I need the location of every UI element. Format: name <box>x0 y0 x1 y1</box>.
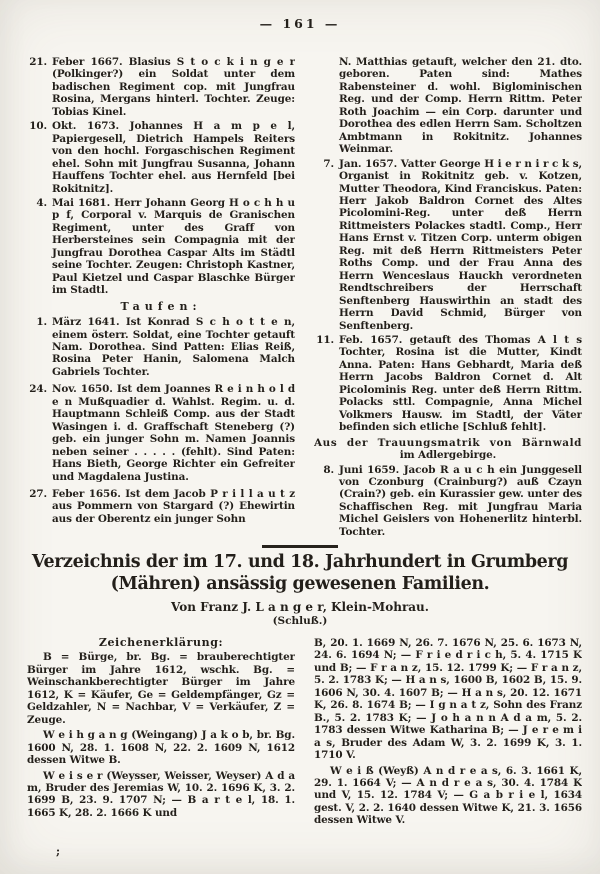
entry-number: 7. <box>323 157 334 170</box>
entry-number: 27. <box>29 487 47 500</box>
top-right-column <box>314 56 582 538</box>
entry-number: 10. <box>29 120 47 133</box>
entry-text: Feber 1656. Ist dem Jacob P r i l l a u t z aus Pommern von Stargard (?) Ehewirtin aus der Oberentz ein junger Sohn <box>52 487 295 525</box>
article-byline: Von Franz J. L a n g e r, Klein-Mohrau. <box>171 600 429 614</box>
record-entry <box>27 383 295 483</box>
section-heading-taufen: Taufen: <box>120 299 202 313</box>
record-entry <box>27 56 295 118</box>
top-left-column <box>27 56 295 538</box>
record-entry <box>27 120 295 195</box>
record-entry <box>27 488 295 525</box>
entry-text: Okt. 1673. Johannes H a m p e l, Papiergesell, Dietrich Hampels Reiters von den hochl. Forgaschischen Regiment ehel. Sohn mit Jungfrau Susanna, Johann Hauffens Tochter ehel. aus Hernfeld [bei Rokitnitz]. <box>52 120 295 195</box>
entry-text: März 1641. Ist Konrad S c h o t t e n, einem österr. Soldat, eine Tochter getauft Nam. Dorothea. Sind Patten: Elias Reiß, Rosina Peter Hanin, Salomena Malch Gabriels Tochter. <box>52 316 295 378</box>
entry-text: Nov. 1650. Ist dem Joannes R e i n h o l d e n Mußquadier d. Wahlst. Regim. u. d. Hauptmann Schleiß Comp. aus der Stadt Wasingen i. d. Graffschaft Steneberg (?) geb. ein junger Sohn m. Namen Joannis neben seiner . . . . . (fehlt). Sind Paten: Hans Bieth, George Richter ein Gefreiter und Magdalena Justina. <box>52 383 295 483</box>
article-note: (Schluß.) <box>272 615 328 627</box>
continuation-paragraph: N. Matthias getauft, welcher den 21. dto. geboren. Paten sind: Mathes Rabensteiner d. wohl. Biglominischen Reg. und der Comp. Herrn Rittm. Peter Roth Joachim — ein Corp. darunter und Dorothea des edlen Herrn Sam. Scholtzen Ambtmann in Rokitnitz. Johannes Weinmar. <box>339 56 582 156</box>
entry-number: 8. <box>323 463 334 476</box>
record-entry <box>314 158 582 332</box>
family-paragraph-weiss: W e i ß (Weyß) A n d r e a s, 6. 3. 1661 K, 29. 1. 1664 V; — A n d r e a s, 30. 4. 1784 K und V, 15. 12. 1784 V; — G a b r i e l, 1634 gest. V, 2. 2. 1640 dessen Witwe K, 21. 3. 1656 dessen Witwe V. <box>314 764 582 827</box>
record-entry <box>27 316 295 378</box>
entry-number: 24. <box>29 383 47 396</box>
bottom-left-column <box>27 637 295 862</box>
family-paragraph-weiser: W e i s e r (Weysser, Weisser, Weyser) A d a m, Bruder des Jeremias W, 10. 2. 1696 K, 3. 2. 1699 B, 23. 9. 1707 N; — B a r t e l, 18. 1. 1665 K, 28. 2. 1666 K und <box>27 769 295 819</box>
entry-number: 4. <box>36 196 47 209</box>
entry-text: Feb. 1657. getauft des Thomas A l t s Tochter, Rosina ist die Mutter, Kindt Anna. Paten: Hans Gebhardt, Maria deß Herrn Jacobs Baldron Cornet d. Alt Picolominis Reg. unter deß Herrn Rittm. Polacks sttl. Compagnie, Anna Michel Volkmers Hausw. im Stadtl, der Väter befinden sich etliche [Schluß fehlt]. <box>339 333 582 434</box>
article-header <box>20 551 580 627</box>
section-divider-rule <box>262 545 338 548</box>
entry-text: Feber 1667. Blasius S t o c k i n g e r (Polkinger?) ein Soldat unter dem badischen Regiment cop. mit Jungfrau Rosina, Mergans hinterl. Tochter. Zeuge: Tobias Kinel. <box>52 56 295 118</box>
legend-heading: Zeichenerklärung: <box>98 637 224 649</box>
bottom-right-column <box>314 637 582 862</box>
entry-number: 1. <box>36 316 47 329</box>
family-paragraph-weihgang: W e i h g a n g (Weingang) J a k o b, br. Bg. 1600 N, 28. 1. 1608 N, 22. 2. 1609 N, 1612 dessen Witwe B. <box>27 729 295 767</box>
heading-line: im Adlergebirge. <box>399 449 497 462</box>
stray-mark: ; <box>56 845 61 858</box>
entry-number: 11. <box>316 333 334 346</box>
page-number: — 161 — <box>259 16 341 31</box>
article-title-line1: Verzeichnis der im 17. und 18. Jahrhundert in Grumberg <box>31 552 569 572</box>
record-entry <box>314 464 582 539</box>
article-title-line2: (Mähren) ansässig gewesenen Familien. <box>110 574 490 594</box>
record-entry <box>314 334 582 434</box>
entry-text: Juni 1659. Jacob R a u c h ein Junggesell von Czonburg (Crainburg?) auß Czayn (Crain?) geb. ein Kurassier gew. unter des Schaffischen Reg. mit Jungfrau Maria Michel Geislers von Hohenerlitz hinterbl. Tochter. <box>339 463 582 538</box>
entry-text: Mai 1681. Herr Johann Georg H o c h h u p f, Corporal v. Marquis de Granischen Regiment, unter des Graff von Herbersteines sein Compagnia mit der Jungfrau Dorothea Caspar Alts im Städtl seine Tochter. Zeugen: Christoph Kastner, Paul Kietzel und Caspar Blaschke Bürger im Stadtl. <box>52 196 295 297</box>
heading-line: Aus der Trauungsmatrik von Bärnwald <box>314 436 582 449</box>
section-heading-trauungsmatrik <box>314 437 582 462</box>
legend-text: B = Bürge, br. Bg. = brauberechtigter Bürger im Jahre 1612, wschk. Bg. = Weinschankberechtigter Bürger im Jahre 1612, K = Käufer, Ge = Geldempfänger, Gz = Geldzahler, N = Nachbar, V = Verkäufer, Z = Zeuge. <box>27 651 295 726</box>
record-entry <box>27 197 295 297</box>
entry-text: Jan. 1657. Vatter George H i e r n i r c k s, Organist in Rokitnitz geb. v. Kotzen, Mutter Theodora, Kind Franciskus. Paten: Herr Jakob Baldron Cornet des Altes Picolomini-Reg. unter deß Herrn Rittmeisters Polackes stadtl. Comp., Herr Hans Ernst v. Titzen Corp. unterm obigen Reg. mit deß Herrn Rittmeisters Peter Roths Comp. und der Frau Anna des Herrn Wenceslaus Hauckh verordneten Rendtschreibers der Herrschaft Senftenberg Hauswirthin an stadt des Herrn David Schmid, Bürger von Senftenberg. <box>339 157 582 332</box>
family-paragraph-continuation: B, 20. 1. 1669 N, 26. 7. 1676 N, 25. 6. 1673 N, 24. 6. 1694 N; — F r i e d r i c h, 5. 4. 1715 K und B; — F r a n z, 15. 12. 1799 K; — F r a n z, 5. 2. 1783 K; — H a n s, 1600 B, 1602 B, 15. 9. 1606 N, 30. 4. 1607 B; — H a n s, 20. 12. 1671 K, 26. 8. 1674 B; — I g n a t z, Sohn des Franz B., 5. 2. 1783 K; — J o h a n n A d a m, 5. 2. 1783 dessen Witwe Katharina B; — J e r e m i a s, Bruder des Adam W, 3. 2. 1699 K, 3. 1. 1710 V. <box>314 637 582 762</box>
entry-number: 21. <box>29 56 47 68</box>
